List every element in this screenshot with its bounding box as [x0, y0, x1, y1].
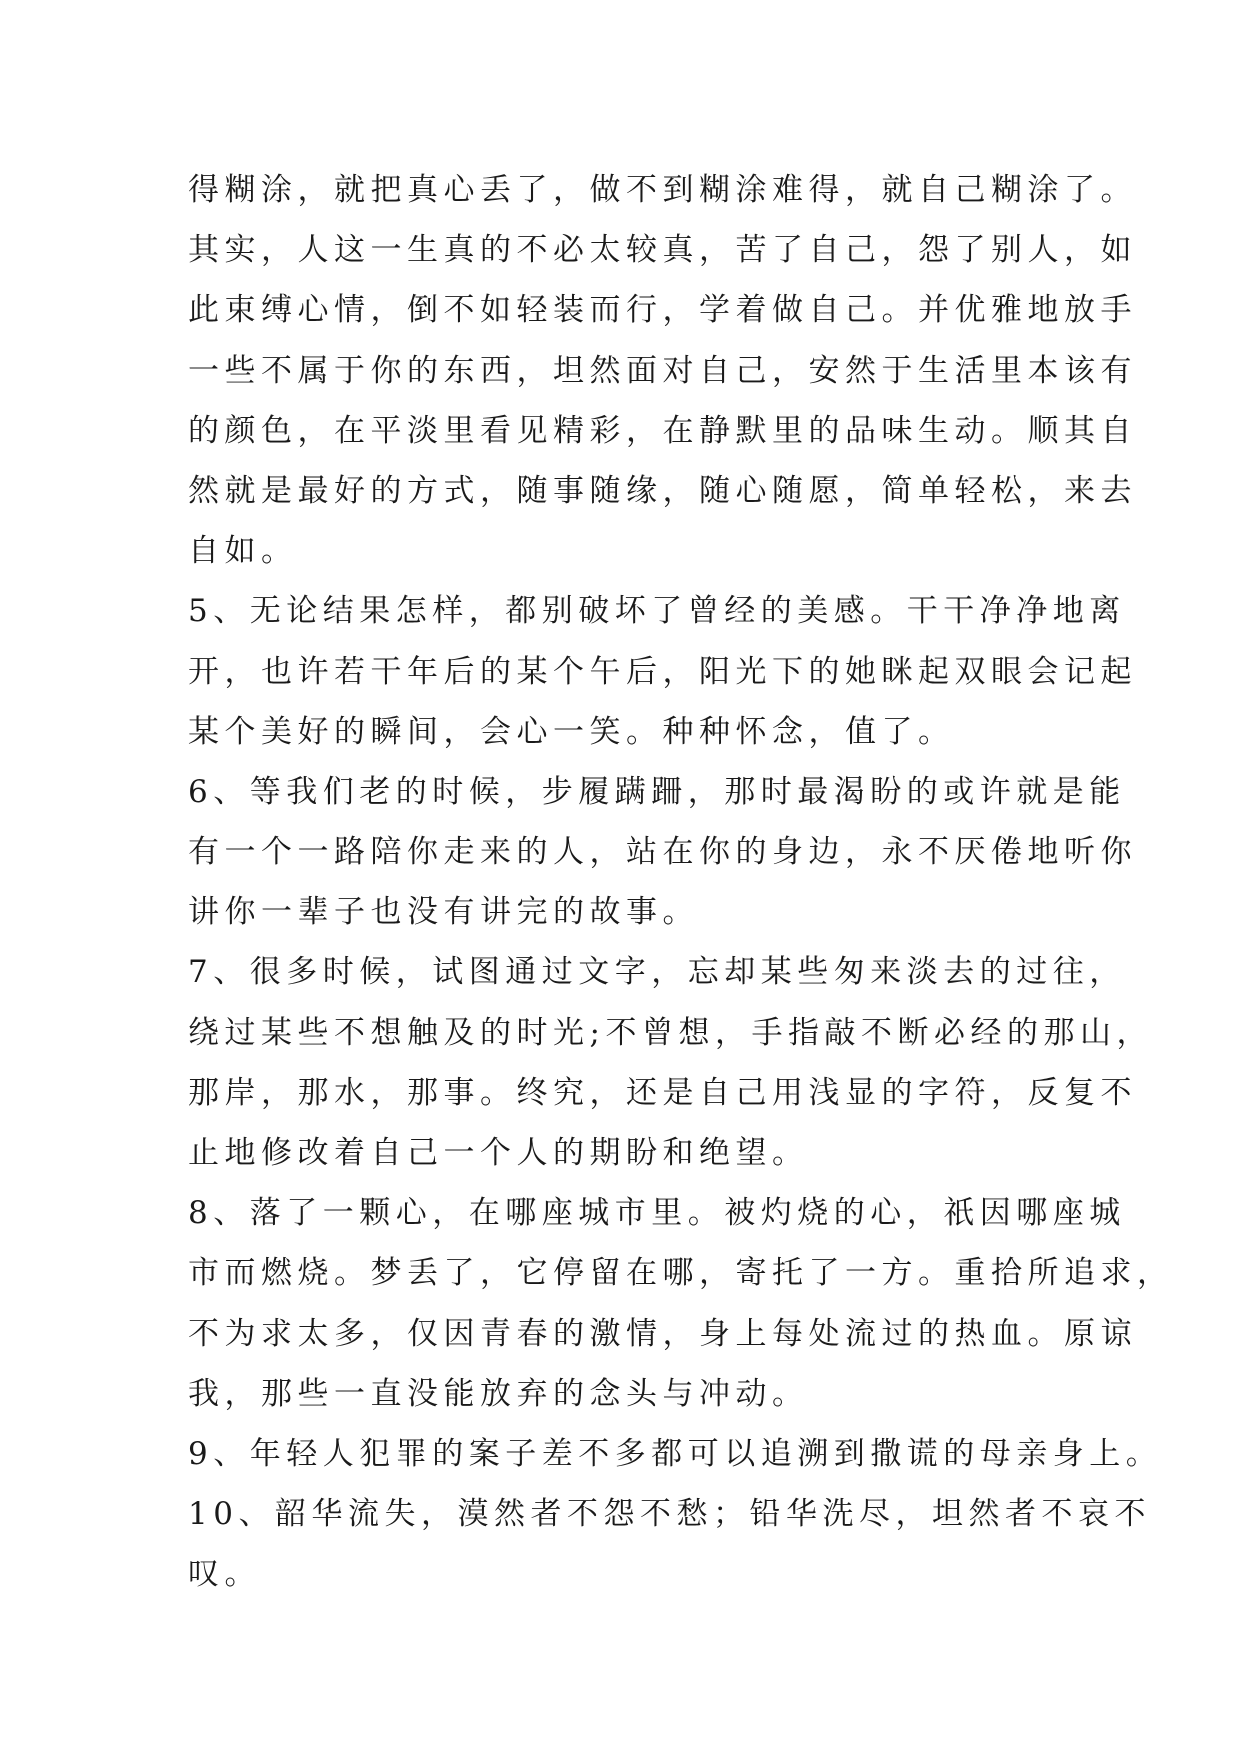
text-line: 6、等我们老的时候，步履蹒跚，那时最渴盼的或许就是能 — [188, 773, 1126, 810]
text-line: 绕过某些不想触及的时光;不曾想，手指敲不断必经的那山， — [188, 1014, 1153, 1051]
text-line: 止地修改着自己一个人的期盼和绝望。 — [188, 1135, 809, 1171]
text-line: 然就是最好的方式，随事随缘，随心随愿，简单轻松，来去 — [188, 472, 1137, 509]
text-line: 讲你一辈子也没有讲完的故事。 — [188, 894, 699, 931]
text-line: 此束缚心情，倒不如轻装而行，学着做自己。并优雅地放手 — [188, 292, 1137, 329]
text-line: 某个美好的瞬间，会心一笑。种种怀念，值了。 — [188, 713, 955, 750]
text-line: 8、落了一颗心，在哪座城市里。被灼烧的心，祇因哪座城 — [188, 1195, 1126, 1232]
text-line: 开，也许若干年后的某个午后，阳光下的她眯起双眼会记起 — [188, 653, 1137, 690]
text-line: 9、年轻人犯罪的案子差不多都可以追溯到撒谎的母亲身上。 — [188, 1435, 1163, 1472]
body-text — [188, 160, 1174, 1605]
text-line: 10、韶华流失，漠然者不怨不愁；铅华洗尽，坦然者不哀不 — [188, 1496, 1151, 1533]
text-line: 的颜色，在平淡里看见精彩，在静默里的品味生动。顺其自 — [188, 412, 1137, 449]
text-line: 我，那些一直没能放弃的念头与冲动。 — [188, 1375, 809, 1412]
text-line: 有一个一路陪你走来的人，站在你的身边，永不厌倦地听你 — [188, 834, 1137, 871]
text-line: 市而燃烧。梦丢了，它停留在哪，寄托了一方。重拾所追求， — [188, 1255, 1174, 1292]
text-line: 得糊涂，就把真心丢了，做不到糊涂难得，就自己糊涂了。 — [188, 172, 1137, 208]
text-line: 叹。 — [188, 1556, 261, 1593]
text-line: 那岸，那水，那事。终究，还是自己用浅显的字符，反复不 — [188, 1074, 1137, 1111]
text-line: 自如。 — [188, 533, 298, 570]
text-line: 一些不属于你的东西，坦然面对自己，安然于生活里本该有 — [188, 352, 1137, 389]
text-line: 5、无论结果怎样，都别破坏了曾经的美感。干干净净地离 — [188, 593, 1126, 630]
text-line: 7、很多时候，试图通过文字，忘却某些匆来淡去的过往， — [188, 954, 1126, 991]
text-line: 不为求太多，仅因青春的激情，身上每处流过的热血。原谅 — [188, 1315, 1137, 1352]
text-line: 其实，人这一生真的不必太较真，苦了自己，怨了别人，如 — [188, 232, 1137, 269]
